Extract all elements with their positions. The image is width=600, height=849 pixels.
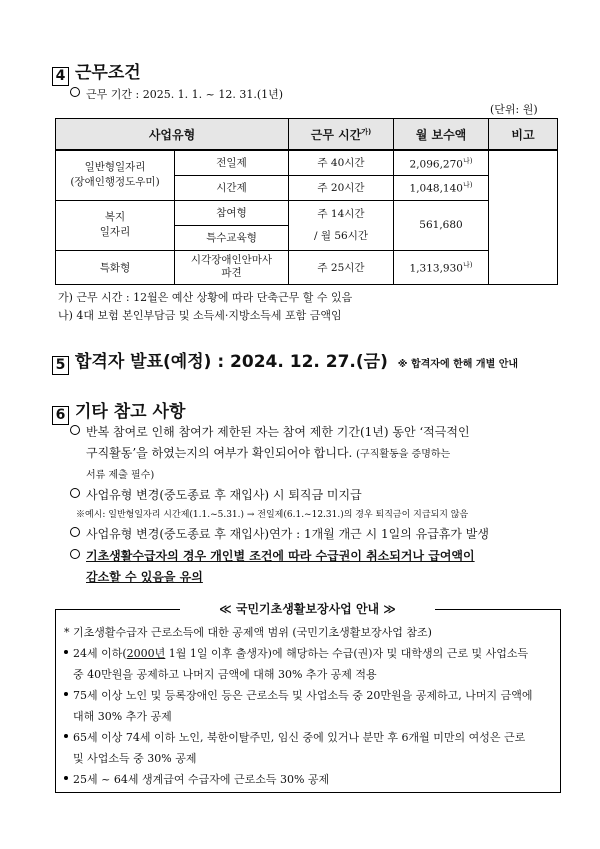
section-4-title: 근무조건 (75, 63, 141, 83)
notice-item-3: 65세 이상 74세 이하 노인, 북한이탈주민, 임신 중에 있거나 분만 후 6개월 미만의 여성은 근로 (64, 727, 525, 748)
section-6-title: 기타 참고 사항 (75, 402, 186, 422)
notice-item-1-cont: 중 40만원을 공제하고 나머지 금액에 대해 30% 추가 공제 적용 (73, 668, 377, 681)
section-5-heading (52, 347, 518, 375)
notice-intro: * 기초생활수급자 근로소득에 대한 공제액 범위 (국민기초생활보장사업 참조) (64, 626, 432, 639)
dot-bullet-icon (64, 734, 68, 738)
sub-special-education: 특수교육형 (175, 225, 289, 250)
circle-bullet-icon (70, 549, 80, 559)
notice-title: ≪ 국민기초생활보장사업 안내 ≫ (180, 600, 435, 617)
pay-welfare: 561,680 (394, 200, 489, 250)
notice-item-2-cont: 대해 30% 추가 공제 (73, 710, 172, 723)
header-hours: 근무 시간$^{가)}$ (289, 119, 394, 151)
section-number-box: 5 (52, 356, 69, 375)
circle-bullet-icon (70, 527, 80, 537)
hours-welfare: 주 14시간 / 월 56시간 (289, 200, 394, 250)
table-row (56, 250, 558, 284)
circle-bullet-icon (70, 87, 80, 97)
bullet-4: 기초생활수급자의 경우 개인별 조건에 따라 수급권이 취소되거나 급여액이 감소할 수 있음을 유의 (70, 546, 475, 588)
sub-massage: 시각장애인안마사 파견 (175, 250, 289, 284)
dot-bullet-icon (64, 650, 68, 654)
notice-item-4: 25세 ~ 64세 생계급여 수급자에 근로소득 30% 공제 (64, 769, 329, 790)
section-number-box: 6 (52, 406, 69, 425)
notice-item-1: 24세 이하(2000년 1월 1일 이후 출생자)에 해당하는 수급(권)자 및 대학생의 근로 및 사업소득 (64, 643, 528, 664)
header-pay: 월 보수액 (394, 119, 489, 151)
bullet-2-example: ※예시: 일반형일자리 시간제(1.1.~5.31.) → 전일제(6.1.~12.31.)의 경우 퇴직금이 지급되지 않음 (76, 510, 469, 520)
bullet-1: 반복 참여로 인해 참여가 제한된 자는 참여 제한 기간(1년) 동안 ‘적극적인 구직활동’을 하였는지의 여부가 확인되어야 합니다. (구직활동을 증명하는 서류 제출 필수) (70, 422, 570, 486)
bullet-3: 사업유형 변경(중도종료 후 재입사)연가 : 1개월 개근 시 1일의 유급휴가 발생 (70, 525, 489, 542)
type-special: 특화형 (56, 250, 175, 284)
unit-label: (단위: 원) (490, 103, 538, 116)
pay-full: $2,096,270^{나)}$ (394, 150, 489, 175)
table-note-b: 나) 4대 보험 본인부담금 및 소득세·지방소득세 포함 금액임 (58, 309, 342, 322)
hours-special: 주 25시간 (289, 250, 394, 284)
table-row (56, 200, 558, 225)
section-number-box: 4 (52, 67, 69, 86)
notice-item-2: 75세 이상 노인 및 등록장애인 등은 근로소득 및 사업소득 중 20만원을 공제하고, 나머지 금액에 (64, 685, 532, 706)
pay-special: $1,313,930^{나)}$ (394, 250, 489, 284)
header-remarks: 비고 (489, 119, 558, 151)
type-welfare: 복지 일자리 (56, 200, 175, 250)
sub-full: 전일제 (175, 150, 289, 175)
announcement-note: ※ 합격자에 한해 개별 안내 (397, 359, 519, 370)
hours-part: 주 20시간 (289, 175, 394, 200)
pay-part: $1,048,140^{나)}$ (394, 175, 489, 200)
notice-item-3-cont: 및 사업소득 중 30% 공제 (73, 752, 197, 765)
sub-part: 시간제 (175, 175, 289, 200)
section-4-heading (52, 58, 141, 86)
circle-bullet-icon (70, 425, 80, 435)
bullet-2: 사업유형 변경(중도종료 후 재입사) 시 퇴직금 미지급 (70, 486, 362, 503)
sub-participation: 참여형 (175, 200, 289, 225)
table-note-a: 가) 근무 시간 : 12월은 예산 상황에 따라 단축근무 할 수 있음 (58, 291, 353, 304)
section-5-title: 합격자 발표(예정) : 2024. 12. 27.(금) (75, 352, 388, 372)
work-period: 근무 기간 : 2025. 1. 1. ~ 12. 31.(1년) (70, 86, 283, 102)
header-type: 사업유형 (56, 119, 289, 151)
section-6-heading (52, 397, 185, 425)
dot-bullet-icon (64, 776, 68, 780)
remarks-cell (489, 150, 558, 284)
dot-bullet-icon (64, 692, 68, 696)
table-row (56, 150, 558, 175)
circle-bullet-icon (70, 488, 80, 498)
work-conditions-table (55, 118, 558, 285)
type-general: 일반형일자리 (장애인행정도우미) (56, 150, 175, 200)
hours-full: 주 40시간 (289, 150, 394, 175)
